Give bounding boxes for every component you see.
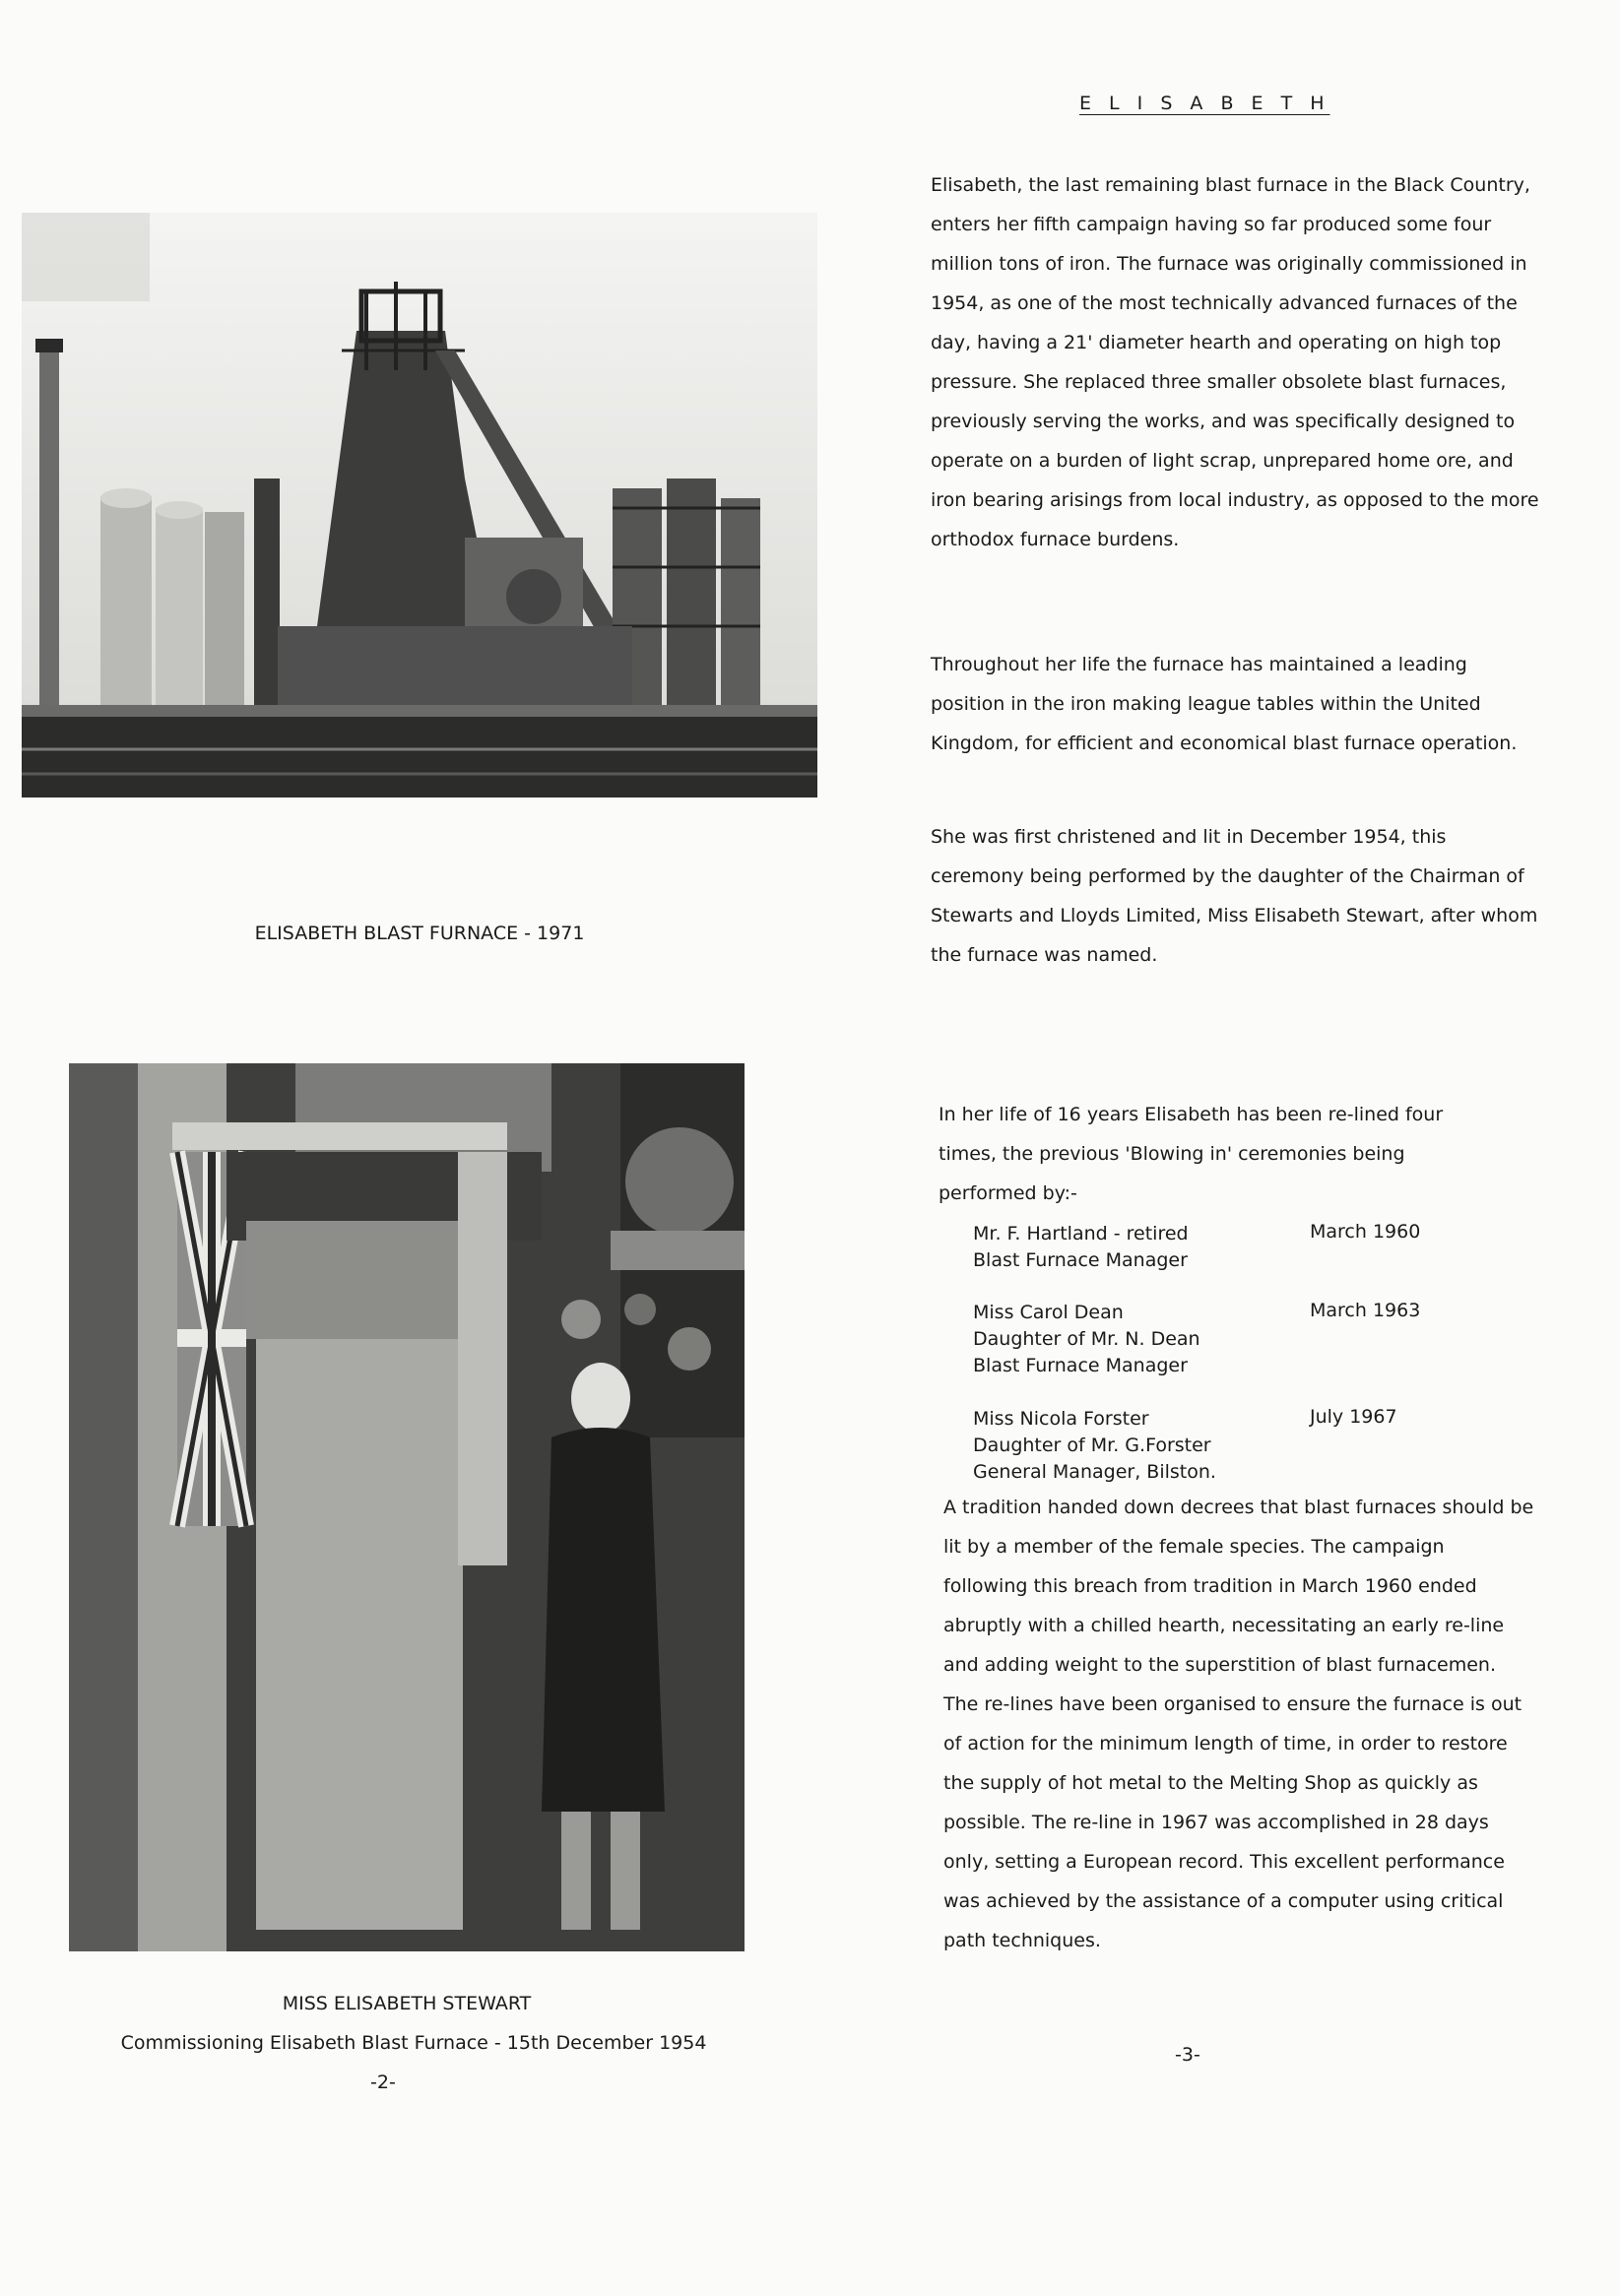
paragraph-4: In her life of 16 years Elisabeth has been re-lined four times, the previous 'Blowing in' ceremonies being performed by:- [939,1104,1444,1204]
furnace-photo-image [22,213,817,797]
stewart-photo-caption-line2: Commissioning Elisabeth Blast Furnace - 15th December 1954 [120,2032,707,2054]
page-number-right: -3- [1175,2044,1200,2066]
ceremony-3-line2: Daughter of Mr. G.Forster [973,1435,1211,1456]
furnace-photo [22,213,817,797]
ceremony-1-name [973,1221,1298,1274]
ceremony-3-line1: Miss Nicola Forster [973,1408,1149,1430]
ceremony-1-line1: Mr. F. Hartland - retired [973,1223,1189,1244]
ceremony-2-date: March 1963 [1310,1300,1421,1321]
ceremony-3-name [973,1406,1298,1486]
paragraph-3: She was first christened and lit in December 1954, this ceremony being performed by the daughter of the Chairman of Stewarts and Lloyds Limited, Miss Elisabeth Stewart, after whom the furnace was named. [931,826,1538,966]
ceremony-2-name [973,1300,1298,1379]
paragraph-5: A tradition handed down decrees that blast furnaces should be lit by a member of the female species. The campaign following this breach from tradition in March 1960 ended abruptly with a chilled hearth, necessitating an early re-line and adding weight to the superstition of blast furnacemen. The re-lines have been organised to ensure the furnace is out of action for the minimum length of time, in order to restore the supply of hot metal to the Melting Shop as quickly as possible. The re-line in 1967 was accomplished in 28 days only, setting a European record. This excellent performance was achieved by the assistance of a computer using critical path techniques. [943,1497,1534,1951]
paragraph-1: Elisabeth, the last remaining blast furnace in the Black Country, enters her fifth campaign having so far produced some four million tons of iron. The furnace was originally commissioned in 1954, as one of the most technically advanced furnaces of the day, having a 21' diameter hearth and operating on high top pressure. She replaced three smaller obsolete blast furnaces, previously serving the works, and was specifically designed to operate on a burden of light scrap, unprepared home ore, and iron bearing arisings from local industry, as opposed to the more orthodox furnace burdens. [931,174,1539,550]
ceremony-2-line3: Blast Furnace Manager [973,1355,1188,1376]
ceremony-2-line2: Daughter of Mr. N. Dean [973,1328,1200,1350]
stewart-photo [69,1063,745,1951]
paragraph-2: Throughout her life the furnace has maintained a leading position in the iron making league tables within the United Kingdom, for efficient and economical blast furnace operation. [931,654,1518,754]
page-heading: E L I S A B E T H [1079,93,1330,114]
ceremony-2-line1: Miss Carol Dean [973,1302,1124,1323]
ceremony-3-date: July 1967 [1310,1406,1397,1428]
ceremony-1-line2: Blast Furnace Manager [973,1249,1188,1271]
furnace-photo-caption: ELISABETH BLAST FURNACE - 1971 [254,923,585,944]
stewart-photo-image [69,1063,745,1951]
ceremony-3-line3: General Manager, Bilston. [973,1461,1216,1483]
stewart-photo-caption-line1: MISS ELISABETH STEWART [282,1993,532,2014]
ceremony-1-date: March 1960 [1310,1221,1421,1243]
page-number-left: -2- [370,2072,396,2093]
